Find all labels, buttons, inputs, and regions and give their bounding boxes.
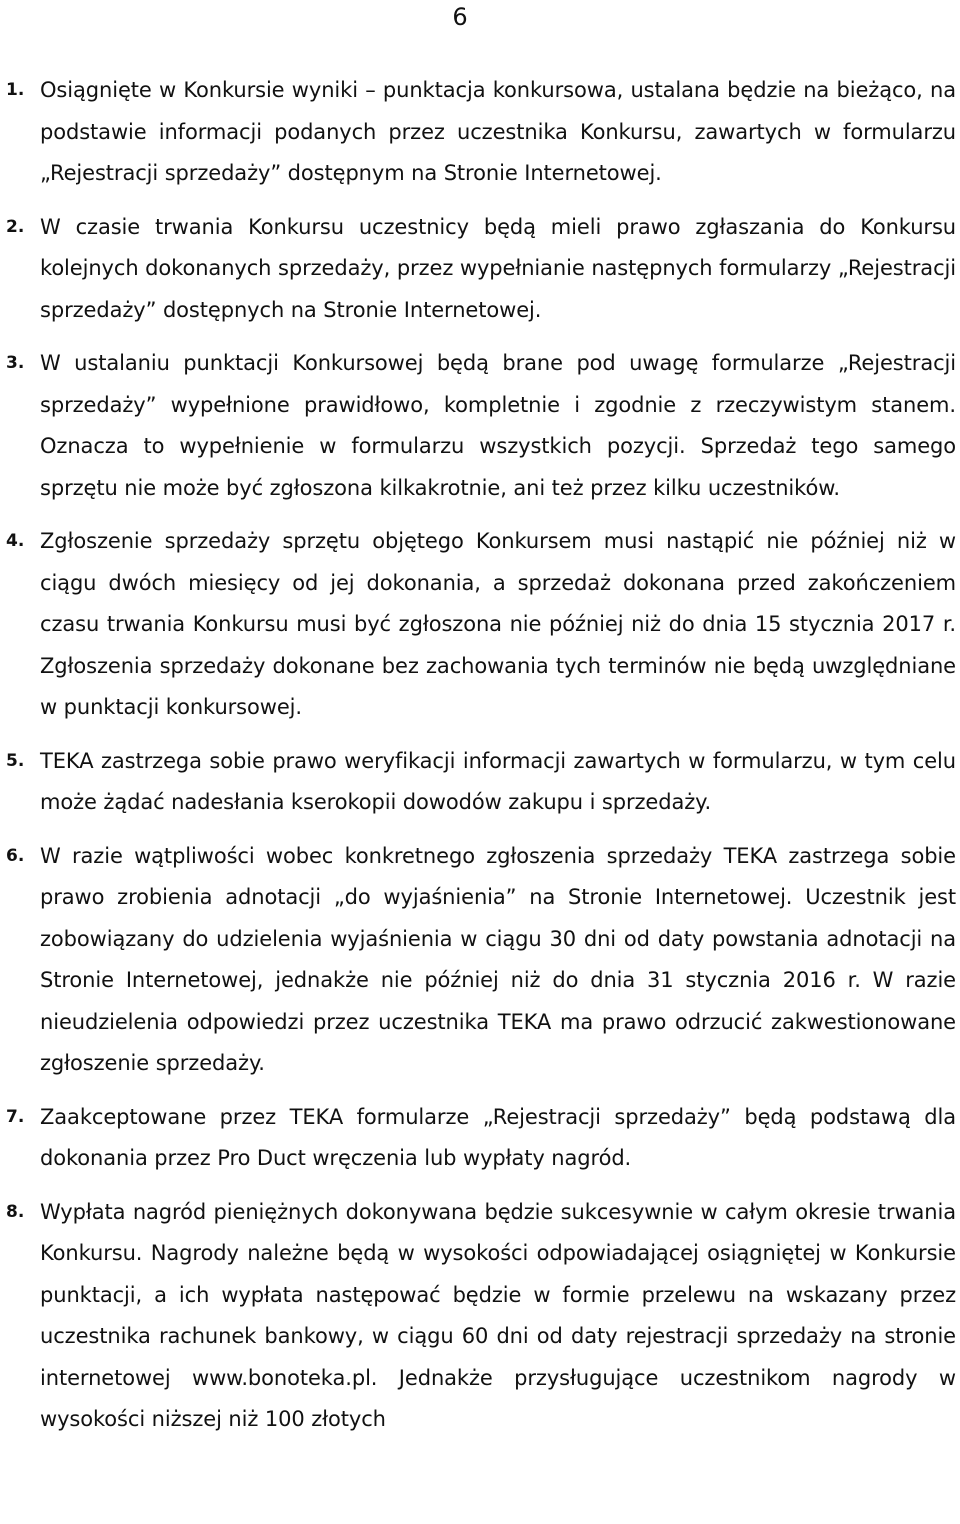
regulation-list [0, 70, 960, 1441]
item-number: 5. [6, 750, 25, 771]
item-text: W ustalaniu punktacji Konkursowej będą brane pod uwagę formularze „Rejestracji sprzedaży” wypełnione prawidłowo, kompletnie i zgodnie z rzeczywistym stanem. Oznacza to wypełnienie w formularzu wszystkich pozycji. Sprzedaż tego samego sprzętu nie może być zgłoszona kilkakrotnie, ani też przez kilku uczestników. [40, 351, 956, 500]
item-text: Zaakceptowane przez TEKA formularze „Rejestracji sprzedaży” będą podstawą dla dokonania przez Pro Duct wręczenia lub wypłaty nagród. [40, 1104, 956, 1170]
list-item-3 [0, 343, 960, 509]
page-number: 6 [452, 3, 468, 31]
item-number: 3. [6, 353, 25, 373]
item-number: 7. [6, 1106, 25, 1127]
list-item-8 [0, 1192, 960, 1441]
item-text: Wypłata nagród pieniężnych dokonywana będzie sukcesywnie w całym okresie trwania Konkursu. Nagrody należne będą w wysokości odpowiadającej osiągniętej w Konkursie punktacji, a ich wypłata następować będzie w formie przelewu na wskazany przez uczestnika rachunek bankowy, w ciągu 60 dni od daty rejestracji sprzedaży na stronie internetowej www.bonoteka.pl. Jednakże przysługujące uczestnikom nagrody w wysokości niższej niż 100 złotych [40, 1199, 956, 1431]
list-item-5 [0, 741, 960, 824]
item-text: W czasie trwania Konkursu uczestnicy będą mieli prawo zgłaszania do Konkursu kolejnych dokonanych sprzedaży, przez wypełnianie następnych formularzy „Rejestracji sprzedaży” dostępnych na Stronie Internetowej. [40, 214, 956, 322]
item-text: TEKA zastrzega sobie prawo weryfikacji informacji zawartych w formularzu, w tym celu może żądać nadesłania kserokopii dowodów zakupu i sprzedaży. [40, 748, 956, 814]
list-item-4 [0, 521, 960, 729]
item-number: 6. [6, 845, 25, 866]
item-text: Osiągnięte w Konkursie wyniki – punktacja konkursowa, ustalana będzie na bieżąco, na podstawie informacji podanych przez uczestnika Konkursu, zawartych w formularzu „Rejestracji sprzedaży” dostępnym na Stronie Internetowej. [40, 78, 956, 185]
item-number: 1. [6, 80, 25, 100]
item-number: 4. [6, 531, 25, 551]
list-item-2 [0, 207, 960, 332]
item-text: Zgłoszenie sprzedaży sprzętu objętego Konkursem musi nastąpić nie później niż w ciągu dwóch miesięcy od jej dokonania, a sprzedaż dokonana przed zakończeniem czasu trwania Konkursu musi być zgłoszona nie później niż do dnia 15 stycznia 2017 r. Zgłoszenia sprzedaży dokonane bez zachowania tych terminów nie będą uwzględniane w punktacji konkursowej. [40, 529, 956, 719]
item-number: 8. [6, 1201, 25, 1222]
list-item-7 [0, 1097, 960, 1180]
item-text: W razie wątpliwości wobec konkretnego zgłoszenia sprzedaży TEKA zastrzega sobie prawo zrobienia adnotacji „do wyjaśnienia” na Stronie Internetowej. Uczestnik jest zobowiązany do udzielenia wyjaśnienia w ciągu 30 dni od daty powstania adnotacji na Stronie Internetowej, jednakże nie później niż do dnia 31 stycznia 2016 r. W razie nieudzielenia odpowiedzi przez uczestnika TEKA ma prawo odrzucić zakwestionowane zgłoszenie sprzedaży. [40, 843, 956, 1075]
list-item-1 [0, 70, 960, 195]
item-number: 2. [6, 216, 25, 237]
list-item-6 [0, 836, 960, 1085]
